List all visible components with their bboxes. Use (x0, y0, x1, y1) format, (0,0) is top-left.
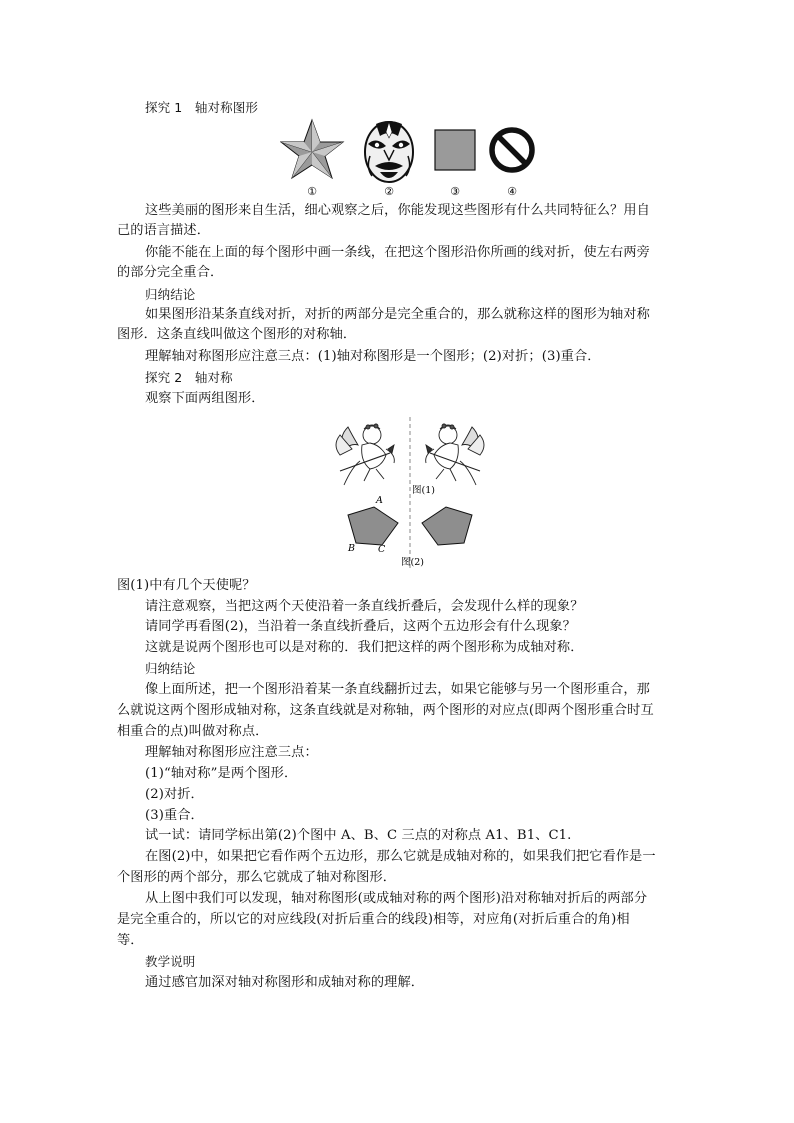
paragraph-7-line-2: 个图形的两个部分，那么它就成了轴对称图形． (117, 870, 397, 885)
paragraph-7-line-1: 在图(2)中，如果把它看作两个五边形，那么它就是成轴对称的，如果我们把它看作是一 (145, 849, 656, 864)
paragraph-8-line-1: 从上图中我们可以发现，轴对称图形(或成轴对称的两个图形)沿对称轴对折后的两部分 (145, 891, 648, 906)
try-it: 试一试：请同学标出第(2)个图中 A、B、C 三点的对称点 A1、B1、C1. (145, 828, 572, 843)
vertex-label-b: B (348, 543, 355, 554)
vertex-label-c: C (378, 544, 386, 555)
paragraph-1-line-2: 己的语言描述． (117, 223, 211, 238)
teaching-note: 通过感官加深对轴对称图形和成轴对称的理解． (145, 975, 425, 990)
paragraph-8-line-3: 等． (117, 933, 144, 948)
paragraph-6: 理解轴对称图形应注意三点： (145, 745, 318, 760)
question-4: 这就是说两个图形也可以是对称的．我们把这样的两个图形称为成轴对称． (145, 640, 584, 655)
paragraph-1-line-1: 这些美丽的图形来自生活，细心观察之后，你能发现这些图形有什么共同特征么？用自 (145, 203, 650, 218)
paragraph-5-line-1: 像上面所述，把一个图形沿着某一条直线翻折过去，如果它能够与另一个图形重合，那 (145, 682, 650, 697)
paragraph-2-line-2: 的部分完全重合． (117, 265, 224, 280)
section2-intro: 观察下面两组图形． (145, 391, 265, 406)
paragraph-2-line-1: 你能不能在上面的每个图形中画一条线，在把这个图形沿你所画的线对折，使左右两旁 (145, 245, 650, 260)
section2-title: 探究 2 轴对称 (145, 370, 233, 385)
symmetric-figures-row (280, 116, 550, 200)
figure-label-1: ① (307, 185, 317, 198)
conclusion-title-2: 归纳结论 (145, 661, 196, 676)
angel-left (336, 424, 394, 485)
question-2: 请注意观察，当把这两个天使沿着一条直线折叠后，会发现什么样的现象？ (145, 599, 584, 614)
paragraph-4: 理解轴对称图形应注意三点：(1)轴对称图形是一个图形；(2)对折；(3)重合． (145, 349, 601, 364)
teaching-note-title: 教学说明 (145, 954, 196, 969)
mirror-figures (330, 415, 490, 575)
point-2: (2)对折． (145, 787, 204, 802)
vertex-label-a: A (376, 495, 383, 506)
section1-title: 探究 1 轴对称图形 (145, 100, 258, 115)
paragraph-5-line-2: 么就说这两个图形成轴对称，这条直线就是对称轴，两个图形的对应点(即两个图形重合时互 (117, 703, 654, 718)
figure-1-caption: 图(1) (412, 485, 435, 496)
paragraph-5-line-3: 相重合的点)叫做对称点． (117, 724, 269, 739)
figure-label-2: ② (384, 185, 394, 198)
paragraph-8-line-2: 是完全重合的，所以它的对应线段(对折后重合的线段)相等，对应角(对折后重合的角)相 (117, 912, 630, 927)
star-figure (281, 120, 343, 178)
angel-right (426, 424, 484, 485)
point-1: (1)“轴对称”是两个图形． (145, 766, 298, 781)
square-figure (435, 130, 475, 170)
question-1: 图(1)中有几个天使呢？ (117, 578, 256, 593)
figure-2-caption: 图(2) (401, 557, 424, 568)
conclusion-title-1: 归纳结论 (145, 287, 196, 302)
prohibition-sign-figure (492, 130, 532, 170)
point-3: (3)重合． (145, 808, 204, 823)
figure-label-3: ③ (450, 185, 460, 198)
paragraph-3-line-1: 如果图形沿某条直线对折，对折的两部分是完全重合的，那么就称这样的图形为轴对称 (145, 307, 650, 322)
pentagon-right (422, 507, 472, 545)
paragraph-3-line-2: 图形．这条直线叫做这个图形的对称轴． (117, 327, 357, 342)
opera-mask-figure (365, 121, 413, 182)
question-3: 请同学再看图(2)，当沿着一条直线折叠后，这两个五边形会有什么现象？ (145, 619, 576, 634)
pentagon-left (348, 507, 398, 545)
figure-label-4: ④ (507, 185, 517, 198)
